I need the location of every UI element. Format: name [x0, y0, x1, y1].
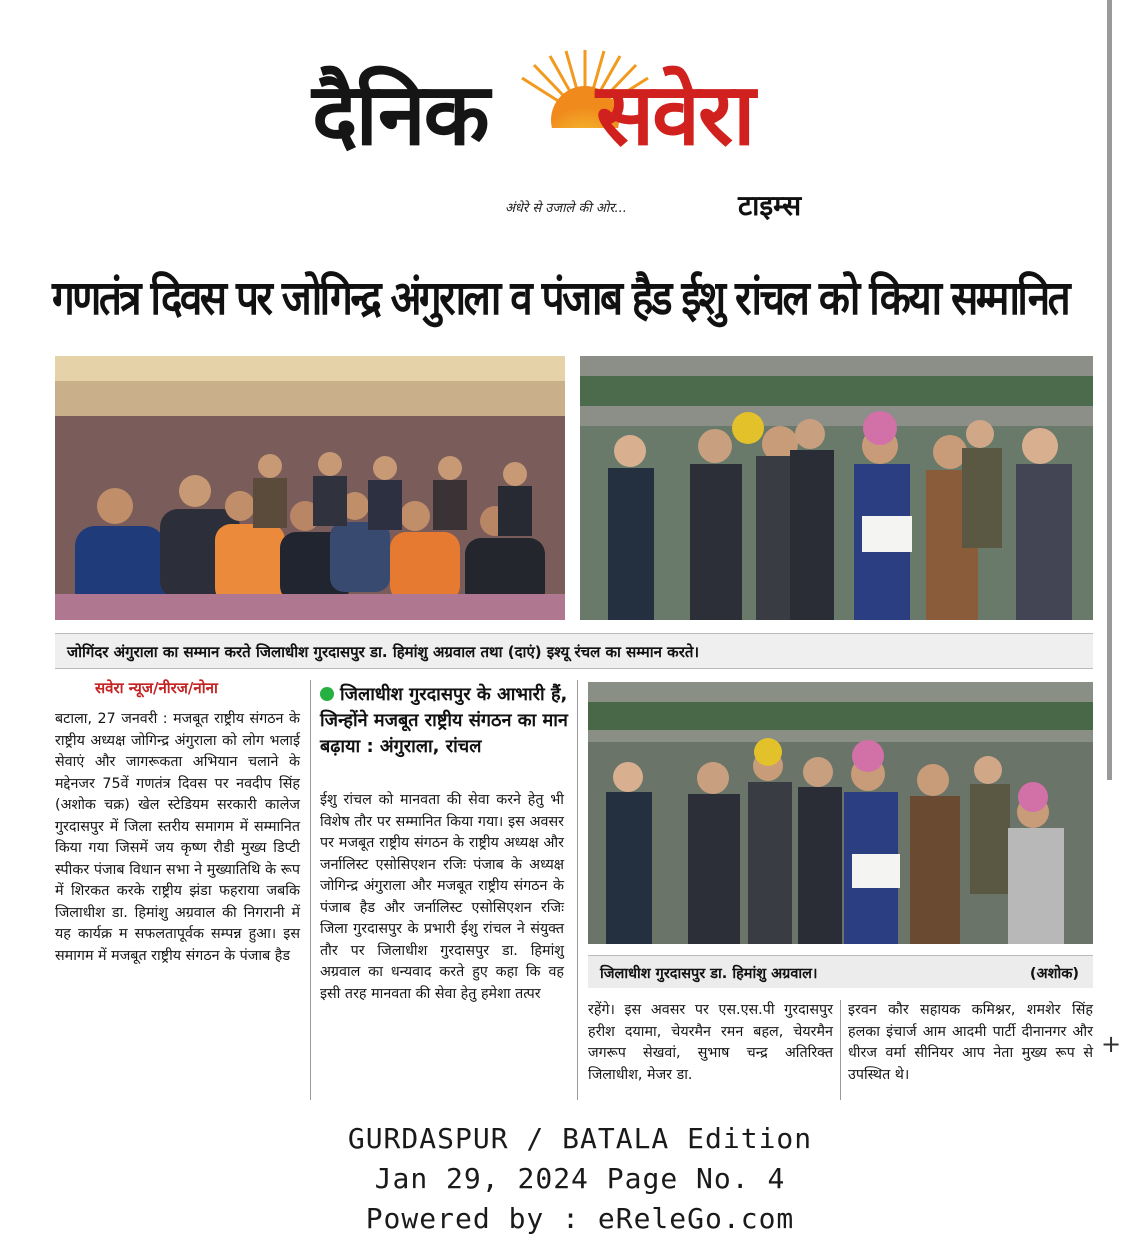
photo-group-seated [55, 356, 565, 620]
byline: सवेरा न्यूज/नीरज/नोना [95, 679, 218, 697]
masthead [0, 0, 1125, 240]
photo-caption: जोगिंदर अंगुराला का सम्मान करते जिलाधीश गुरदासपुर डा. हिमांशु अग्रवाल तथा (दाएं) इश्यू रंचल का सम्मान करते। [67, 643, 700, 661]
article-column-3: रहेंगे। इस अवसर पर एस.एस.पी गुरदासपुर हरीश दयामा, चेयरमैन रमन बहल, चेयरमैन जगरूप सेखवां, सुभाष चन्द्र अतिरिक्त जिलाधीश, मेजर डा. [588, 1002, 833, 1083]
photo-caption-bar [55, 633, 1093, 669]
headline: गणतंत्र दिवस पर जोगिन्द्र अंगुराला व पंजाब हैड ईशु रांचल को किया सम्मानित [52, 271, 1069, 326]
crop-mark-icon: + [1101, 1030, 1122, 1058]
photo-collector-award [588, 682, 1093, 944]
logo-suffix: टाइम्स [738, 189, 802, 222]
page-edge-rule [1107, 0, 1112, 780]
logo-text-red: सवेरा [596, 64, 754, 165]
photo-credit: (अशोक) [1029, 966, 1079, 982]
small-photo-caption [588, 955, 1093, 988]
subhead-text: जिलाधीश गुरदासपुर के आभारी हैं, जिन्होंने मजबूत राष्ट्रीय संगठन का मान बढ़ाया : अंगुराला, रांचल [320, 684, 568, 757]
logo-text-black: दैनिक [312, 64, 488, 165]
column-divider [840, 1000, 841, 1100]
article-column-1: बटाला, 27 जनवरी : मजबूत राष्ट्रीय संगठन के राष्ट्रीय अध्यक्ष जोगिन्द्र अंगुराला को लोग भलाई सेवाएं और जागरूकता अभियान चलाने के मद्देनजर 75वें गणतंत्र दिवस पर नवदीप सिंह (अशोक चक्र) खेल स्टेडियम सरकारी कालेज गुरदासपुर में जिला स्तरीय समागम में सम्मानित किया गया जिसमें जय कृष्ण रौडी मुख्य डिप्टी स्पीकर पंजाब विधान सभा ने मुख्यातिथि के रूप में शिरकत करके राष्ट्रीय झंडा फहराया जबकि जिलाधीश डा. हिमांशु अग्रवाल की निगरानी में यह कार्यक्र म सफलतापूर्वक सम्पन्न हुआ। इस समागम में मजबूत राष्ट्रीय संगठन के पंजाब हैड [55, 711, 300, 964]
green-bullet-icon [320, 687, 334, 701]
small-caption-text: जिलाधीश गुरदासपुर डा. हिमांशु अग्रवाल। [600, 966, 818, 982]
column-divider [310, 680, 311, 1100]
footer-date-page: Jan 29, 2024 Page No. 4 [374, 1162, 786, 1195]
article-subhead [320, 682, 570, 760]
article-column-4: इरवन कौर सहायक कमिश्नर, शमशेर सिंह हलका इंचार्ज आम आदमी पार्टी दीनानगर और धीरज वर्मा सीनियर आप नेता मुख्य रूप से उपस्थित थे। [848, 1002, 1093, 1083]
article-column-2: ईशु रांचल को मानवता की सेवा करने हेतु भी विशेष तौर पर सम्मानित किया गया। इस अवसर पर मजबूत राष्ट्रीय संगठन के राष्ट्रीय अध्यक्ष और जर्नालिस्ट एसोसिएशन रजिः पंजाब के अध्यक्ष जोगिन्द्र अंगुराला और मजबूत राष्ट्रीय संगठन के पंजाब हैड और जर्नालिस्ट एसोसिएशन रजिः जिला गुरदासपुर के प्रभारी ईशु रांचल ने संयुक्त तौर पर जिलाधीश गुरदासपुर डा. हिमांशु अग्रवाल का धन्यवाद करते हुए कहा कि वह इसी तरह मानवता की सेवा हेतु हमेशा तत्पर [320, 792, 564, 1002]
footer-edition: GURDASPUR / BATALA Edition [347, 1122, 813, 1155]
photo-award-ceremony [580, 356, 1093, 620]
footer-powered-by: Powered by : eReleGo.com [365, 1202, 795, 1235]
column-divider [577, 680, 578, 1100]
tagline: अंधेरे से उजाले की ओर... [505, 201, 627, 216]
